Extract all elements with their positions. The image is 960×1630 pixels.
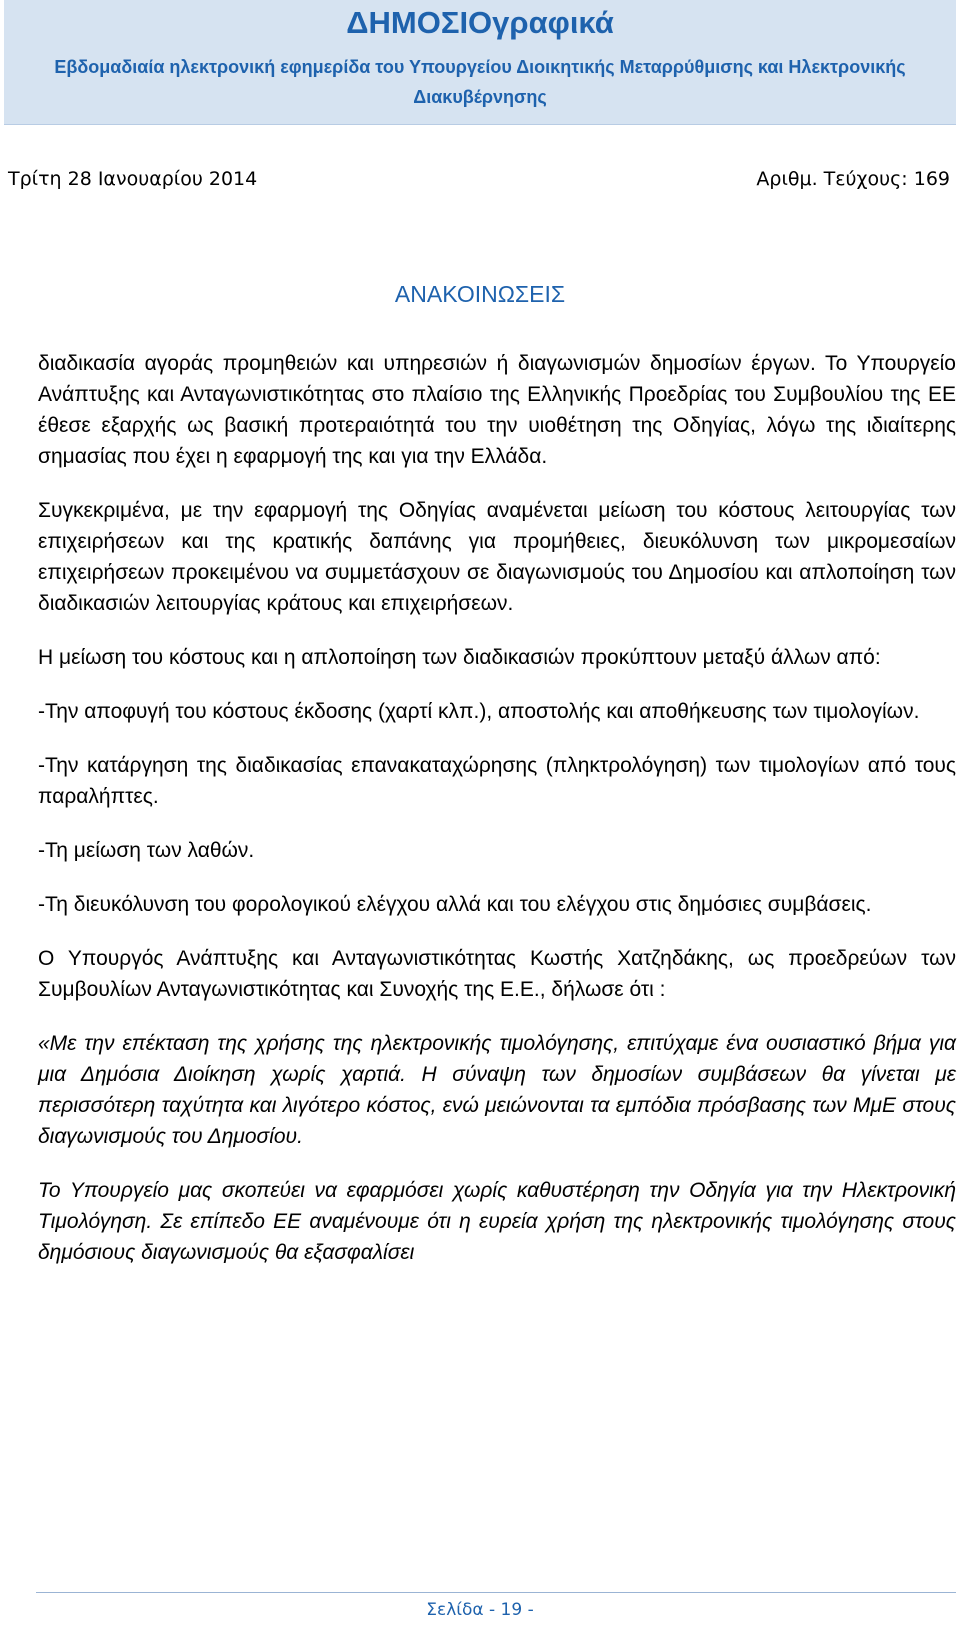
masthead-banner: [4, 0, 956, 125]
article-body: [38, 348, 956, 1291]
issue-info-bar: [8, 166, 950, 192]
list-item-audit: -Τη διευκόλυνση του φορολογικού ελέγχου αλλά και του ελέγχου στις δημόσιες συμβάσεις.: [38, 893, 872, 916]
list-item-reentry: -Την κατάργηση της διαδικασίας επανακαταχώρησης (πληκτρολόγηση) των τιμολογίων από τους παραλήπτες.: [38, 754, 956, 808]
newsletter-subtitle: Εβδομαδιαία ηλεκτρονική εφημερίδα του Υπουργείου Διοικητικής Μεταρρύθμισης και Ηλεκτρονικής Διακυβέρνησης: [54, 57, 906, 107]
quote-paragraph-1: «Με την επέκταση της χρήσης της ηλεκτρονικής τιμολόγησης, επιτύχαμε ένα ουσιαστικό βήμα για μια Δημόσια Διοίκηση χωρίς χαρτιά. Η σύναψη των δημοσίων συμβάσεων θα γίνεται με περισσότερη ταχύτητα και λιγότερο κόστος, ενώ μειώνονται τα εμπόδια πρόσβασης των ΜμΕ στους διαγωνισμούς του Δημοσίου.: [38, 1032, 956, 1148]
footer-divider: [36, 1592, 956, 1593]
quote-paragraph-2: Το Υπουργείο μας σκοπεύει να εφαρμόσει χωρίς καθυστέρηση την Οδηγία για την Ηλεκτρονική Τιμολόγηση. Σε επίπεδο ΕΕ αναμένουμε ότι η ευρεία χρήση της ηλεκτρονικής τιμολόγησης στους δημόσιους διαγωνισμούς θα εξασφαλίσει: [38, 1179, 956, 1264]
issue-date: Τρίτη 28 Ιανουαρίου 2014: [8, 168, 258, 190]
list-item-errors: -Τη μείωση των λαθών.: [38, 839, 255, 862]
list-item-cost: -Την αποφυγή του κόστους έκδοσης (χαρτί κλπ.), αποστολής και αποθήκευσης των τιμολογίων.: [38, 700, 920, 723]
section-title: ΑΝΑΚΟΙΝΩΣΕΙΣ: [394, 281, 566, 307]
issue-number: Αριθμ. Τεύχους: 169: [756, 168, 950, 190]
paragraph-minister: Ο Υπουργός Ανάπτυξης και Ανταγωνιστικότητας Κωστής Χατζηδάκης, ως προεδρεύων των Συμβουλίων Ανταγωνιστικότητας και Συνοχής της Ε.Ε., δήλωσε ότι :: [38, 947, 956, 1001]
page-number: Σελίδα - 19 -: [426, 1600, 534, 1620]
newsletter-title: ΔΗΜΟΣΙΟγραφικά: [346, 5, 614, 40]
paragraph-intro: διαδικασία αγοράς προμηθειών και υπηρεσιών ή διαγωνισμών δημοσίων έργων. Το Υπουργείο Ανάπτυξης και Ανταγωνιστικότητας στο πλαίσιο της Ελληνικής Προεδρίας του Συμβουλίου της ΕΕ έθεσε εξαρχής ως βασική προτεραιότητά του την υιοθέτηση της Οδηγίας, λόγω της ιδιαίτερης σημασίας που έχει η εφαρμογή της και για την Ελλάδα.: [38, 352, 956, 468]
paragraph-benefits-lead: Η μείωση του κόστους και η απλοποίηση των διαδικασιών προκύπτουν μεταξύ άλλων από:: [38, 646, 881, 669]
paragraph-specifics: Συγκεκριμένα, με την εφαρμογή της Οδηγίας αναμένεται μείωση του κόστους λειτουργίας των επιχειρήσεων και της κρατικής δαπάνης για προμήθειες, διευκόλυνση των μικρομεσαίων επιχειρήσεων προκειμένου να συμμετάσχουν σε διαγωνισμούς του Δημοσίου και απλοποίηση των διαδικασιών λειτουργίας κράτους και επιχειρήσεων.: [38, 499, 956, 615]
